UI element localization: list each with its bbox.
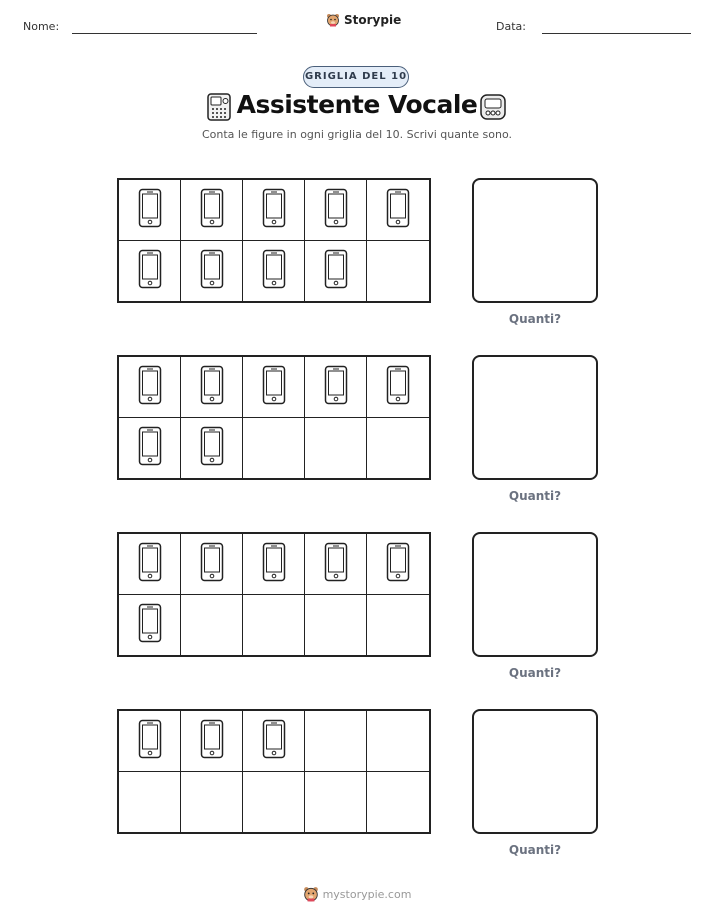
answer-box[interactable] [472, 532, 598, 657]
smartphone-icon [386, 542, 410, 586]
grid-cell [305, 595, 367, 656]
smartphone-icon [200, 426, 224, 470]
answer-label: Quanti? [508, 489, 562, 503]
smartphone-icon [138, 249, 162, 293]
smartphone-icon [138, 719, 162, 763]
date-line[interactable] [542, 33, 691, 34]
smartphone-icon [262, 188, 286, 232]
smartphone-icon [262, 249, 286, 293]
grid-cell [119, 772, 181, 833]
smartphone-icon [262, 719, 286, 763]
grid-cell [181, 180, 243, 241]
answer-label: Quanti? [508, 312, 562, 326]
smartphone-icon [324, 542, 348, 586]
grid-cell [367, 534, 429, 595]
ten-frame-grid [117, 532, 431, 657]
grid-cell [367, 357, 429, 418]
grid-cell [243, 595, 305, 656]
bear-mascot-icon [303, 886, 319, 902]
grid-cell [181, 418, 243, 479]
grid-cell [243, 180, 305, 241]
date-label: Data: [496, 20, 526, 33]
smartphone-icon [262, 542, 286, 586]
grid-cell [181, 595, 243, 656]
smartphone-icon [200, 542, 224, 586]
smartphone-icon [324, 249, 348, 293]
grid-cell [243, 357, 305, 418]
smartphone-icon [138, 365, 162, 409]
grid-cell [367, 180, 429, 241]
grid-cell [305, 534, 367, 595]
instructions: Conta le figure in ogni griglia del 10. Scrivi quante sono. [201, 128, 512, 141]
smartphone-icon [386, 188, 410, 232]
footer [0, 886, 714, 902]
smartphone-icon [324, 365, 348, 409]
smartphone-icon [138, 188, 162, 232]
grid-cell [243, 241, 305, 302]
grid-cell [305, 711, 367, 772]
smartphone-icon [138, 542, 162, 586]
ten-frame-grid [117, 355, 431, 480]
grid-cell [367, 711, 429, 772]
smartphone-icon [200, 365, 224, 409]
grid-cell [243, 418, 305, 479]
grid-cell [119, 241, 181, 302]
grid-cell [119, 357, 181, 418]
grid-cell [243, 772, 305, 833]
answer-box[interactable] [472, 355, 598, 480]
grid-cell [305, 418, 367, 479]
grid-cell [305, 241, 367, 302]
grid-cell [181, 772, 243, 833]
answer-box[interactable] [472, 709, 598, 834]
smartphone-icon [200, 188, 224, 232]
smartphone-icon [262, 365, 286, 409]
grid-cell [181, 534, 243, 595]
grid-cell [305, 180, 367, 241]
ten-frame-grid [117, 709, 431, 834]
grid-cell [305, 357, 367, 418]
name-line[interactable] [72, 33, 257, 34]
grid-cell [367, 595, 429, 656]
smartphone-icon [386, 365, 410, 409]
grid-cell [367, 241, 429, 302]
answer-label: Quanti? [508, 666, 562, 680]
answer-label: Quanti? [508, 843, 562, 857]
grid-cell [243, 534, 305, 595]
grid-cell [119, 534, 181, 595]
smartphone-icon [200, 719, 224, 763]
grid-cell [119, 711, 181, 772]
voice-assistant-device-icon [479, 93, 507, 121]
smartphone-icon [138, 426, 162, 470]
answer-box[interactable] [472, 178, 598, 303]
ten-frame-grid [117, 178, 431, 303]
grid-cell [119, 180, 181, 241]
grid-cell [243, 711, 305, 772]
grid-cell [367, 418, 429, 479]
grid-cell [367, 772, 429, 833]
smartphone-icon [200, 249, 224, 293]
footer-url: mystorypie.com [322, 887, 412, 901]
bear-mascot-icon [326, 13, 340, 27]
grid-cell [119, 418, 181, 479]
grid-cell [305, 772, 367, 833]
grid-cell [181, 241, 243, 302]
grid-cell [181, 711, 243, 772]
smartphone-icon [324, 188, 348, 232]
brand-name: Storypie [344, 13, 402, 27]
brand-logo [326, 13, 401, 27]
grid-cell [181, 357, 243, 418]
grid-cell [119, 595, 181, 656]
name-label: Nome: [23, 20, 60, 33]
section-badge: GRIGLIA DEL 10 [303, 66, 409, 88]
smartphone-icon [138, 603, 162, 647]
page-title: Assistente Vocale [236, 90, 478, 119]
